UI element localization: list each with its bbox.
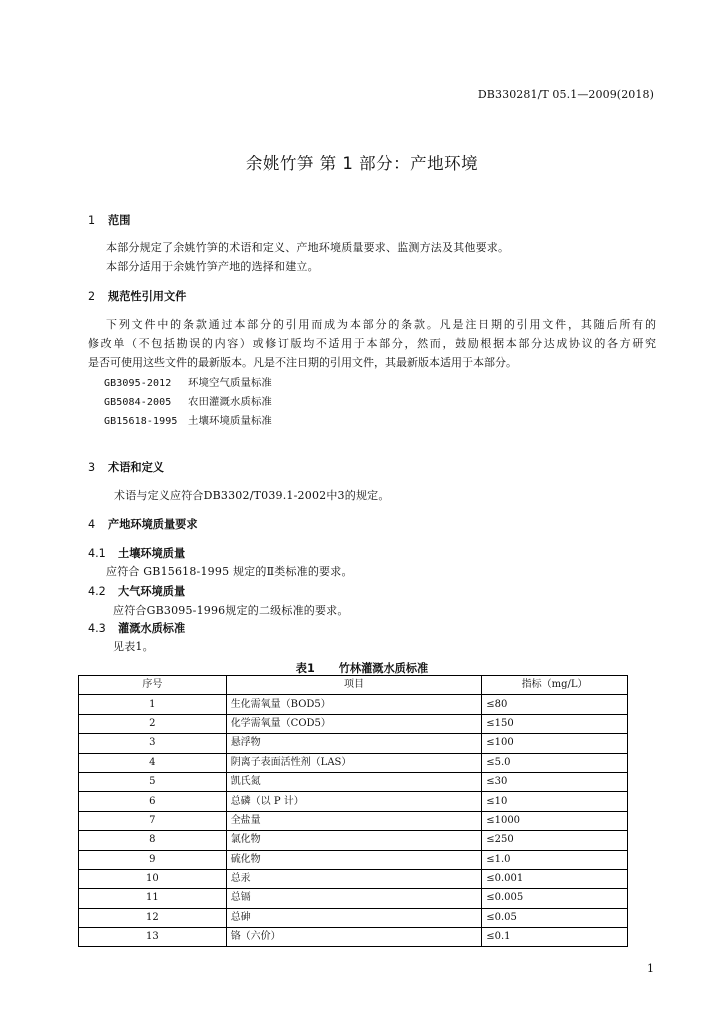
table-row [79, 714, 628, 733]
section-number: 3 [88, 461, 96, 474]
cell-limit: ≤150 [482, 714, 628, 733]
cell-index: 3 [79, 734, 227, 753]
cell-limit: ≤0.05 [482, 908, 628, 927]
table-row [79, 695, 628, 714]
cell-index: 7 [79, 811, 227, 830]
subsection-title: 灌溉水质标准 [118, 622, 186, 635]
header-cell-limit: 指标（mg/L） [482, 676, 628, 695]
subsection-4-3-heading [88, 620, 185, 636]
subsection-4-2-text: 应符合GB3095-1996规定的二级标准的要求。 [113, 604, 349, 617]
section-number: 1 [88, 214, 96, 227]
subsection-number: 4.1 [88, 547, 106, 560]
cell-item: 悬浮物 [226, 734, 482, 753]
reference-item [104, 393, 272, 408]
section-1-heading [88, 212, 130, 228]
cell-limit: ≤30 [482, 772, 628, 791]
cell-index: 4 [79, 753, 227, 772]
header-cell-index: 序号 [79, 676, 227, 695]
cell-limit: ≤80 [482, 695, 628, 714]
section-2-line-2: 修改单（不包括勘误的内容）或修订版均不适用于本部分，然而，鼓励根据本部分达成协议的各方研究 [88, 337, 656, 350]
subsection-4-1-heading [88, 545, 185, 561]
table-row [79, 869, 628, 888]
cell-index: 2 [79, 714, 227, 733]
cell-limit: ≤5.0 [482, 753, 628, 772]
page-number: 1 [647, 962, 654, 975]
table-row [79, 792, 628, 811]
cell-item: 总汞 [226, 869, 482, 888]
table-row [79, 734, 628, 753]
cell-item: 氯化物 [226, 831, 482, 850]
reference-name: 土壤环境质量标准 [188, 415, 272, 427]
cell-limit: ≤0.1 [482, 928, 628, 947]
table-caption [0, 660, 724, 676]
document-title: 余姚竹笋 第 1 部分：产地环境 [245, 154, 479, 173]
cell-index: 8 [79, 831, 227, 850]
reference-name: 农田灌溉水质标准 [188, 396, 272, 408]
cell-index: 11 [79, 889, 227, 908]
cell-item: 硫化物 [226, 850, 482, 869]
section-1-paragraph-2: 本部分适用于余姚竹笋产地的选择和建立。 [106, 260, 319, 273]
cell-limit: ≤250 [482, 831, 628, 850]
table-row [79, 753, 628, 772]
cell-limit: ≤0.005 [482, 889, 628, 908]
table-row [79, 850, 628, 869]
reference-code: GB5084-2005 [104, 397, 172, 408]
cell-item: 铬（六价） [226, 928, 482, 947]
subsection-title: 大气环境质量 [118, 585, 186, 598]
cell-item: 凯氏氮 [226, 772, 482, 791]
cell-limit: ≤10 [482, 792, 628, 811]
cell-item: 总磷（以 P 计） [226, 792, 482, 811]
subsection-4-3-text: 见表1。 [113, 640, 154, 653]
reference-item [104, 374, 272, 389]
subsection-4-2-heading [88, 583, 185, 599]
cell-index: 6 [79, 792, 227, 811]
table-caption-label: 表1 [295, 662, 315, 675]
cell-index: 10 [79, 869, 227, 888]
section-2-heading [88, 288, 186, 304]
section-3-paragraph: 术语与定义应符合DB3302/T039.1-2002中3的规定。 [114, 489, 390, 502]
reference-name: 环境空气质量标准 [188, 377, 272, 389]
subsection-number: 4.2 [88, 585, 106, 598]
cell-index: 9 [79, 850, 227, 869]
cell-limit: ≤0.001 [482, 869, 628, 888]
table-row [79, 928, 628, 947]
cell-limit: ≤1.0 [482, 850, 628, 869]
table-row [79, 889, 628, 908]
cell-item: 总砷 [226, 908, 482, 927]
cell-index: 1 [79, 695, 227, 714]
section-2-line-1: 下列文件中的条款通过本部分的引用而成为本部分的条款。凡是注日期的引用文件，其随后所有的 [106, 318, 656, 331]
subsection-title: 土壤环境质量 [118, 547, 186, 560]
header-cell-item: 项目 [226, 676, 482, 695]
water-quality-table [78, 675, 628, 947]
cell-index: 5 [79, 772, 227, 791]
cell-limit: ≤1000 [482, 811, 628, 830]
section-4-heading [88, 516, 198, 532]
table-row [79, 772, 628, 791]
section-number: 4 [88, 518, 96, 531]
standard-number: DB330281/T 05.1—2009(2018) [477, 88, 654, 101]
table-header-row [79, 676, 628, 695]
section-2-line-3: 是否可使用这些文件的最新版本。凡是不注日期的引用文件，其最新版本适用于本部分。 [88, 356, 517, 369]
subsection-number: 4.3 [88, 622, 106, 635]
section-number: 2 [88, 290, 96, 303]
section-title: 产地环境质量要求 [108, 518, 198, 531]
section-1-paragraph-1: 本部分规定了余姚竹笋的术语和定义、产地环境质量要求、监测方法及其他要求。 [106, 241, 510, 254]
cell-index: 13 [79, 928, 227, 947]
cell-item: 生化需氧量（BOD5） [226, 695, 482, 714]
cell-item: 总镉 [226, 889, 482, 908]
cell-index: 12 [79, 908, 227, 927]
section-title: 范围 [108, 214, 131, 227]
section-title: 术语和定义 [108, 461, 164, 474]
table-row [79, 831, 628, 850]
table-caption-title: 竹林灌溉水质标准 [338, 662, 429, 675]
table-row [79, 811, 628, 830]
section-3-heading [88, 459, 164, 475]
cell-item: 全盐量 [226, 811, 482, 830]
table-row [79, 908, 628, 927]
cell-limit: ≤100 [482, 734, 628, 753]
reference-code: GB3095-2012 [104, 378, 172, 389]
reference-code: GB15618-1995 [104, 416, 178, 427]
cell-item: 化学需氧量（COD5） [226, 714, 482, 733]
section-title: 规范性引用文件 [108, 290, 187, 303]
cell-item: 阴离子表面活性剂（LAS） [226, 753, 482, 772]
reference-item [104, 412, 272, 427]
subsection-4-1-text: 应符合 GB15618-1995 规定的Ⅱ类标准的要求。 [106, 565, 353, 578]
